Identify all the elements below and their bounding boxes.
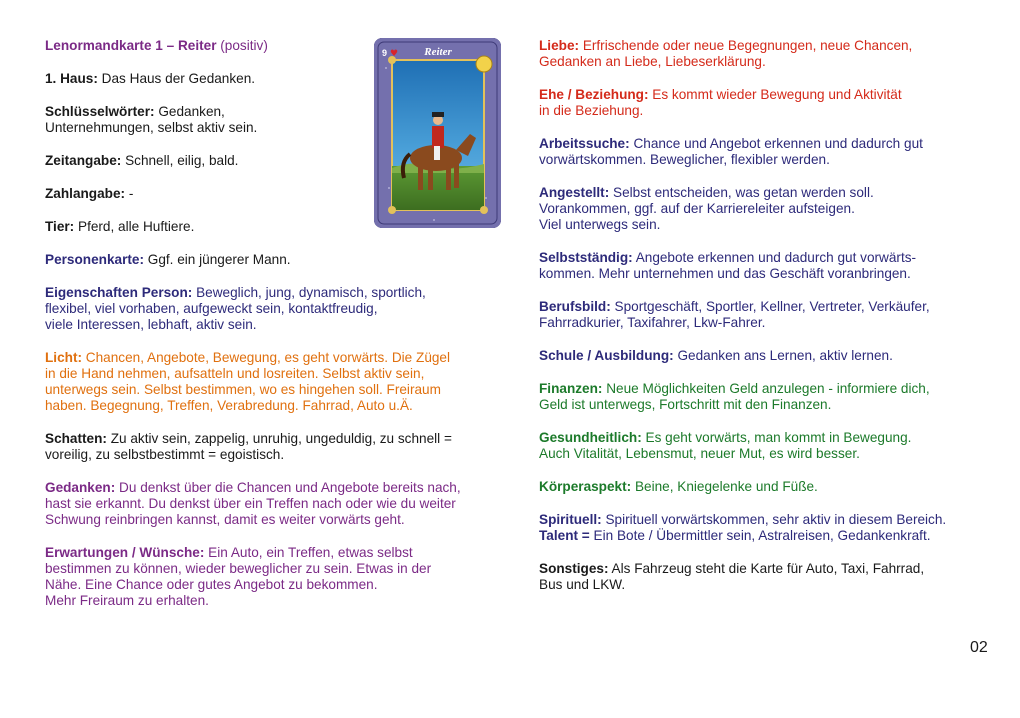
section-personenkarte: Personenkarte: Ggf. ein jüngerer Mann. [45, 252, 291, 267]
page-number: 02 [970, 639, 988, 656]
section-arbeitssuche: Arbeitssuche: Chance und Angebot erkennen und dadurch gut vorwärtskommen. Beweglicher, flexibler werden. [539, 136, 923, 167]
section-schatten: Schatten: Zu aktiv sein, zappelig, unruhig, ungeduldig, zu schnell = voreilig, zu selbstbestimmt = egoistisch. [45, 431, 452, 462]
section-koerperaspekt: Körperaspekt: Beine, Kniegelenke und Füße. [539, 479, 818, 494]
section-eigenschaften-person: Eigenschaften Person: Beweglich, jung, dynamisch, sportlich, flexibel, viel vorhaben, aufgeweckt sein, kontaktfreudig, viele Interessen, lebhaft, aktiv sein. [45, 285, 426, 332]
page-title: Lenormandkarte 1 – Reiter (positiv) [45, 38, 268, 53]
section-tier: Tier: Pferd, alle Huftiere. [45, 219, 195, 234]
section-berufsbild: Berufsbild: Sportgeschäft, Sportler, Kellner, Vertreter, Verkäufer, Fahrradkurier, Taxifahrer, Lkw-Fahrer. [539, 299, 930, 330]
right-column [539, 38, 989, 610]
section-liebe: Liebe: Erfrischende oder neue Begegnungen, neue Chancen, Gedanken an Liebe, Liebeserklärung. [539, 38, 913, 69]
sun-emblem-icon [476, 56, 492, 72]
section-selbststaendig: Selbstständig: Angebote erkennen und dadurch gut vorwärts- kommen. Mehr unternehmen und das Geschäft voranbringen. [539, 250, 917, 281]
heart-icon: ♥ [390, 49, 399, 59]
section-spirituell: Spirituell: Spirituell vorwärtskommen, sehr aktiv in diesem Bereich. [539, 512, 947, 527]
section-finanzen: Finanzen: Neue Möglichkeiten Geld anzulegen - informiere dich, Geld ist unterwegs, Fortschritt mit den Finanzen. [539, 381, 930, 412]
section-gesundheitlich: Gesundheitlich: Es geht vorwärts, man kommt in Bewegung. Auch Vitalität, Lebensmut, neuer Mut, es wird besser. [539, 430, 912, 461]
section-zeitangabe: Zeitangabe: Schnell, eilig, bald. [45, 153, 239, 168]
section-sonstiges: Sonstiges: Als Fahrzeug steht die Karte für Auto, Taxi, Fahrrad, Bus und LKW. [539, 561, 925, 592]
card-name: Reiter [424, 46, 452, 58]
section-angestellt: Angestellt: Selbst entscheiden, was getan werden soll. Vorankommen, ggf. auf der Karriereleiter aufsteigen. Viel unterwegs sein. [539, 185, 874, 232]
section-gedanken: Gedanken: Du denkst über die Chancen und Angebote bereits nach, hast sie erkannt. Du denkst über ein Treffen nach oder wie du weiter Schwung reinbringen kannst, damit es weiter vorwärts geht. [45, 480, 461, 527]
section-haus: 1. Haus: Das Haus der Gedanken. [45, 71, 256, 86]
horse-rider-illustration [374, 38, 501, 228]
card-number: 9 [382, 48, 388, 58]
section-talent: Talent = Ein Bote / Übermittler sein, Astralreisen, Gedankenkraft. [539, 528, 931, 543]
section-schluesselwoerter: Schlüsselwörter: Gedanken, Unternehmungen, selbst aktiv sein. [45, 104, 258, 135]
section-ehe-beziehung: Ehe / Beziehung: Es kommt wieder Bewegung und Aktivität in die Beziehung. [539, 87, 902, 118]
lenormand-card-image [374, 38, 501, 228]
section-licht: Licht: Chancen, Angebote, Bewegung, es geht vorwärts. Die Zügel in die Hand nehmen, aufsatteln und losreiten. Selbst aktiv sein, unterwegs sein. Selbst bestimmen, wo es hingehen soll. Freiraum haben. Begegnung, Treffen, Verabredung. Fahrrad, Auto u.Ä. [45, 350, 451, 413]
section-zahlangabe: Zahlangabe: - [45, 186, 134, 201]
section-schule-ausbildung: Schule / Ausbildung: Gedanken ans Lernen, aktiv lernen. [539, 348, 893, 363]
section-erwartungen-wuensche: Erwartungen / Wünsche: Ein Auto, ein Treffen, etwas selbst bestimmen zu können, wieder beweglicher zu sein. Etwas in der Nähe. Eine Chance oder gutes Angebot zu bekommen. Mehr Freiraum zu erhalten. [45, 545, 432, 608]
